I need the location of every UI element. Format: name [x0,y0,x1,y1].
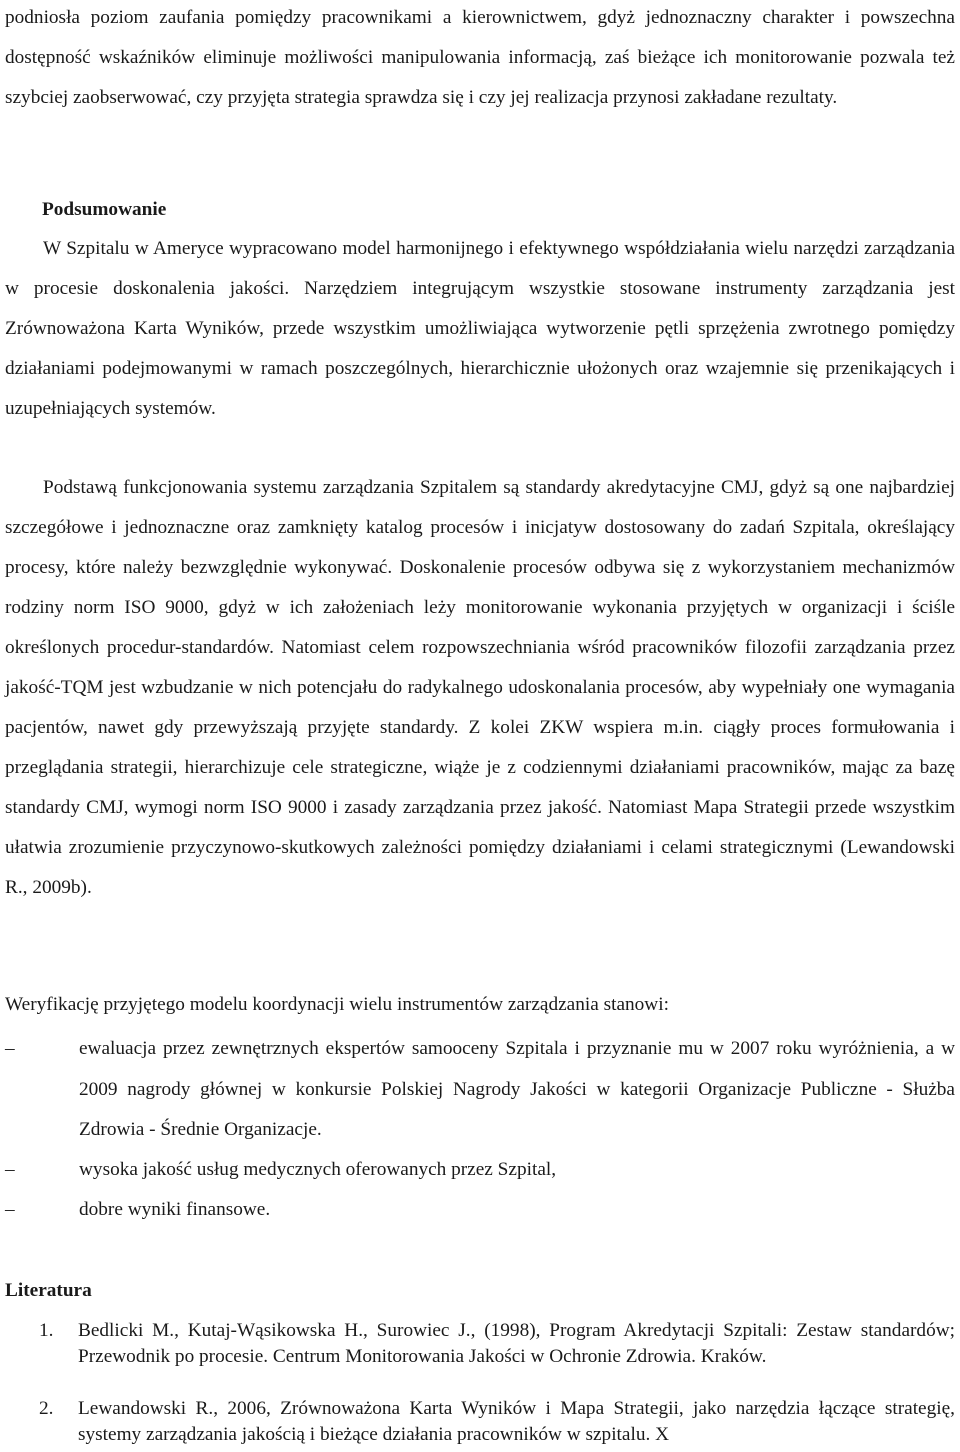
summary-heading: Podsumowanie [42,199,167,220]
summary-paragraph-1-text: W Szpitalu w Ameryce wypracowano model harmonijnego i efektywnego współdziałania wielu narzędzi zarządzania w procesie doskonalenia jakości. Narzędziem integrującym wszystkie stosowane instrumenty zarządzania jest Zrównoważona Karta Wyników, przede wszystkim umożliwiająca wytworzenie pętli sprzężenia zwrotnego pomiędzy działaniami podejmowanymi w ramach poszczególnych, hierarchicznie ułożonych oraz wzajemnie się przenikających i uzupełniających systemów. [5,238,955,419]
intro-continuation-paragraph: podniosła poziom zaufania pomiędzy pracownikami a kierownictwem, gdyż jednoznaczny charakter i powszechna dostępność wskaźników eliminuje możliwości manipulowania informacją, zaś bieżące ich monitorowanie pozwala też szybciej zaobserwować, czy przyjęta strategia sprawdza się i czy jej realizacja przynosi zakładane rezultaty. [5,7,955,108]
bullet-text: wysoka jakość usług medycznych oferowanych przez Szpital, [79,1159,557,1180]
reference-text: Lewandowski R., 2006, Zrównoważona Karta Wyników i Mapa Strategii, jako narzędzia łączące strategię, systemy zarządzania jakością i bieżące działania pracowników w szpitalu. X [78,1398,955,1445]
summary-paragraph-2 [5,468,955,908]
bullet-text: ewaluacja przez zewnętrznych ekspertów samooceny Szpitala i przyznanie mu w 2007 roku wyróżnienia, a w 2009 nagrody głównej w konkursie Polskiej Nagrody Jakości w kategorii Organizacje Publiczne - Służba Zdrowia - Średnie Organizacje. [79,1038,955,1140]
dash-marker: – [5,1159,15,1180]
reference-text: Bedlicki M., Kutaj-Wąsikowska H., Surowiec J., (1998), Program Akredytacji Szpitali: Zestaw standardów; Przewodnik po procesie. Centrum Monitorowania Jakości w Ochronie Zdrowia. Kraków. [78,1320,955,1367]
bullet-item [5,1150,955,1191]
dash-marker: – [5,1199,15,1220]
reference-item [5,1396,955,1448]
reference-number: 1. [39,1320,54,1341]
dash-marker: – [5,1038,15,1059]
reference-number: 2. [39,1398,54,1419]
verification-intro: Weryfikację przyjętego modelu koordynacji wielu instrumentów zarządzania stanowi: [5,994,669,1015]
summary-paragraph-1 [5,229,955,429]
reference-item [5,1318,955,1370]
summary-paragraph-2-text: Podstawą funkcjonowania systemu zarządzania Szpitalem są standardy akredytacyjne CMJ, gdyż są one najbardziej szczegółowe i jednoznaczne oraz zamknięty katalog procesów i inicjatyw dostosowany do zadań Szpitala, określający procesy, które należy bezwzględnie wykonywać. Doskonalenie procesów odbywa się z wykorzystaniem mechanizmów rodziny norm ISO 9000, gdyż w ich założeniach leży monitorowanie wykonania przyjętych w organizacji i ściśle określonych procedur-standardów. Natomiast celem rozpowszechniania wśród pracowników filozofii zarządzania przez jakość-TQM jest wzbudzanie w nich potencjału do radykalnego udoskonalania procesów, aby wypełniały one wymagania pacjentów, nawet gdy przewyższają przyjęte standardy. Z kolei ZKW wspiera m.in. ciągły proces formułowania i przeglądania strategii, hierarchizuje cele strategiczne, wiąże je z codziennymi działaniami pracowników, mając za bazę standardy CMJ, wymogi norm ISO 9000 i zasady zarządzania przez jakość. Natomiast Mapa Strategii przede wszystkim ułatwia zrozumienie przyczynowo-skutkowych zależności pomiędzy działaniami i celami strategicznymi (Lewandowski R., 2009b). [5,477,955,898]
bullet-text: dobre wyniki finansowe. [79,1199,271,1220]
literature-heading: Literatura [5,1280,92,1301]
bullet-item [5,1190,955,1231]
bullet-item [5,1029,955,1151]
